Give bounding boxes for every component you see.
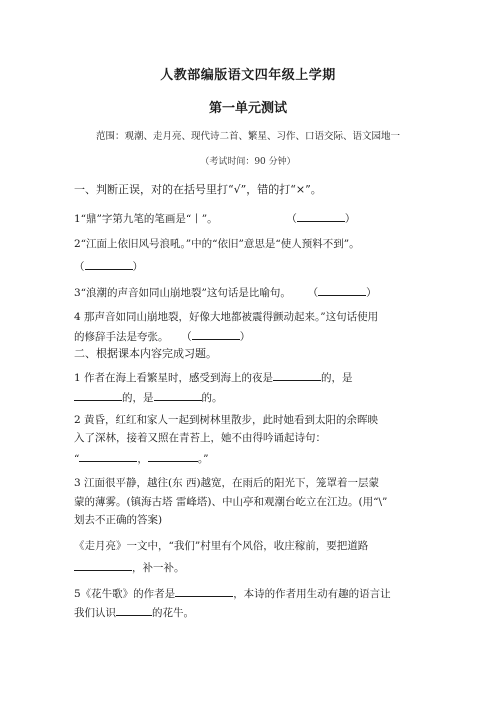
paren-close: ） xyxy=(239,331,251,343)
s1-q3-text: 3“浪潮的声音如同山崩地裂”这句话是比喻句。 xyxy=(74,287,291,299)
answer-blank[interactable] xyxy=(74,559,132,571)
paren-open: （ xyxy=(286,213,297,225)
paren-close: ） xyxy=(344,213,356,225)
test-time: （考试时间：90 分钟） xyxy=(200,157,296,167)
s2-q5-text: 我们认识 xyxy=(74,607,116,619)
s2-question-4-line2 xyxy=(74,559,434,575)
s2-question-5-line2 xyxy=(74,604,434,620)
answer-blank[interactable] xyxy=(74,389,122,401)
quote-mark: “ xyxy=(74,453,80,465)
paren-close: ） xyxy=(366,287,377,299)
s1-question-2-answer xyxy=(74,258,434,274)
s2-question-3-line1: 3 江面很平静，越往(东 西)越宽，在雨后的阳光下，笼罩着一层蒙 xyxy=(74,477,380,489)
s2-q1-text: 的，是 xyxy=(122,392,154,404)
answer-blank[interactable] xyxy=(192,328,240,340)
document-subtitle: 第一单元测试 xyxy=(208,101,287,116)
answer-blank[interactable] xyxy=(318,284,366,296)
paren-open: （ xyxy=(74,261,85,273)
s2-question-5-line1 xyxy=(74,585,434,601)
quote-mark: 。” xyxy=(197,453,209,465)
s1-question-4-line2 xyxy=(74,328,434,344)
paren-open: （ xyxy=(307,287,319,299)
s1-question-1 xyxy=(74,210,434,226)
answer-blank[interactable] xyxy=(148,450,198,462)
s2-q1-text: 的，是 xyxy=(321,372,353,384)
paren-open: （ xyxy=(181,331,192,343)
s1-question-2: 2“江面上依旧风号浪吼。”中的“依旧”意思是“使人预料不到”。 xyxy=(74,238,360,250)
s2-question-2-line3 xyxy=(74,450,434,466)
answer-blank[interactable] xyxy=(79,450,137,462)
answer-blank[interactable] xyxy=(154,389,202,401)
answer-blank[interactable] xyxy=(175,585,233,597)
s2-question-2-line2: 入了深林，接着又照在青苔上，她不由得吟诵起诗句： xyxy=(74,432,326,444)
document-title: 人教部编版语文四年级上学期 xyxy=(160,68,336,83)
test-scope: 范围：观潮、走月亮、现代诗二首、繁星、习作、口语交际、语文园地一 xyxy=(95,131,400,142)
s2-q5-text: ，本诗的作者用生动有趣的语言让 xyxy=(233,588,391,600)
s2-question-4-line1: 《走月亮》一文中，“我们”村里有个风俗，收庄稼前，要把道路 xyxy=(74,540,369,552)
s2-question-1-line1 xyxy=(74,369,434,385)
answer-blank[interactable] xyxy=(297,210,345,222)
s2-question-1-line2 xyxy=(74,389,434,405)
answer-blank[interactable] xyxy=(85,258,133,270)
s2-question-3-line3: 划去不正确的答案) xyxy=(74,514,163,526)
s1-question-3 xyxy=(74,284,434,300)
comma: ， xyxy=(137,453,148,465)
answer-blank[interactable] xyxy=(116,604,152,616)
s2-q1-text: 1 作者在海上看繁星时，感受到海上的夜是 xyxy=(74,372,274,384)
section2-heading: 二、根据课本内容完成习题。 xyxy=(74,347,217,360)
paren-close: ） xyxy=(132,261,143,273)
s2-question-2-line1: 2 黄昏，红红和家人一起到树林里散步，此时她看到太阳的余晖映 xyxy=(74,414,379,426)
s2-q5-text: 的花牛。 xyxy=(152,607,194,619)
s1-q1-text: 1“鼎”字第九笔的笔画是“丨”。 xyxy=(74,213,218,225)
s2-q1-text: 的。 xyxy=(201,392,223,404)
s2-question-3-line2: 蒙的薄雾。(镇海古塔 雷峰塔)、中山亭和观潮台屹立在江边。(用“\” xyxy=(74,496,388,508)
s1-question-4-line1: 4 那声音如同山崩地裂，好像大地都被震得颤动起来。”这句话使用 xyxy=(74,311,379,323)
s2-q4-text: ，补一补。 xyxy=(132,562,185,574)
s1-q4-text: 的修辞手法是夸张。 xyxy=(74,331,169,343)
s2-q5-text: 5《花牛歌》的作者是 xyxy=(74,588,176,600)
section1-heading: 一、判断正误，对的在括号里打“√”，错的打“×”。 xyxy=(74,183,322,196)
answer-blank[interactable] xyxy=(273,369,321,381)
